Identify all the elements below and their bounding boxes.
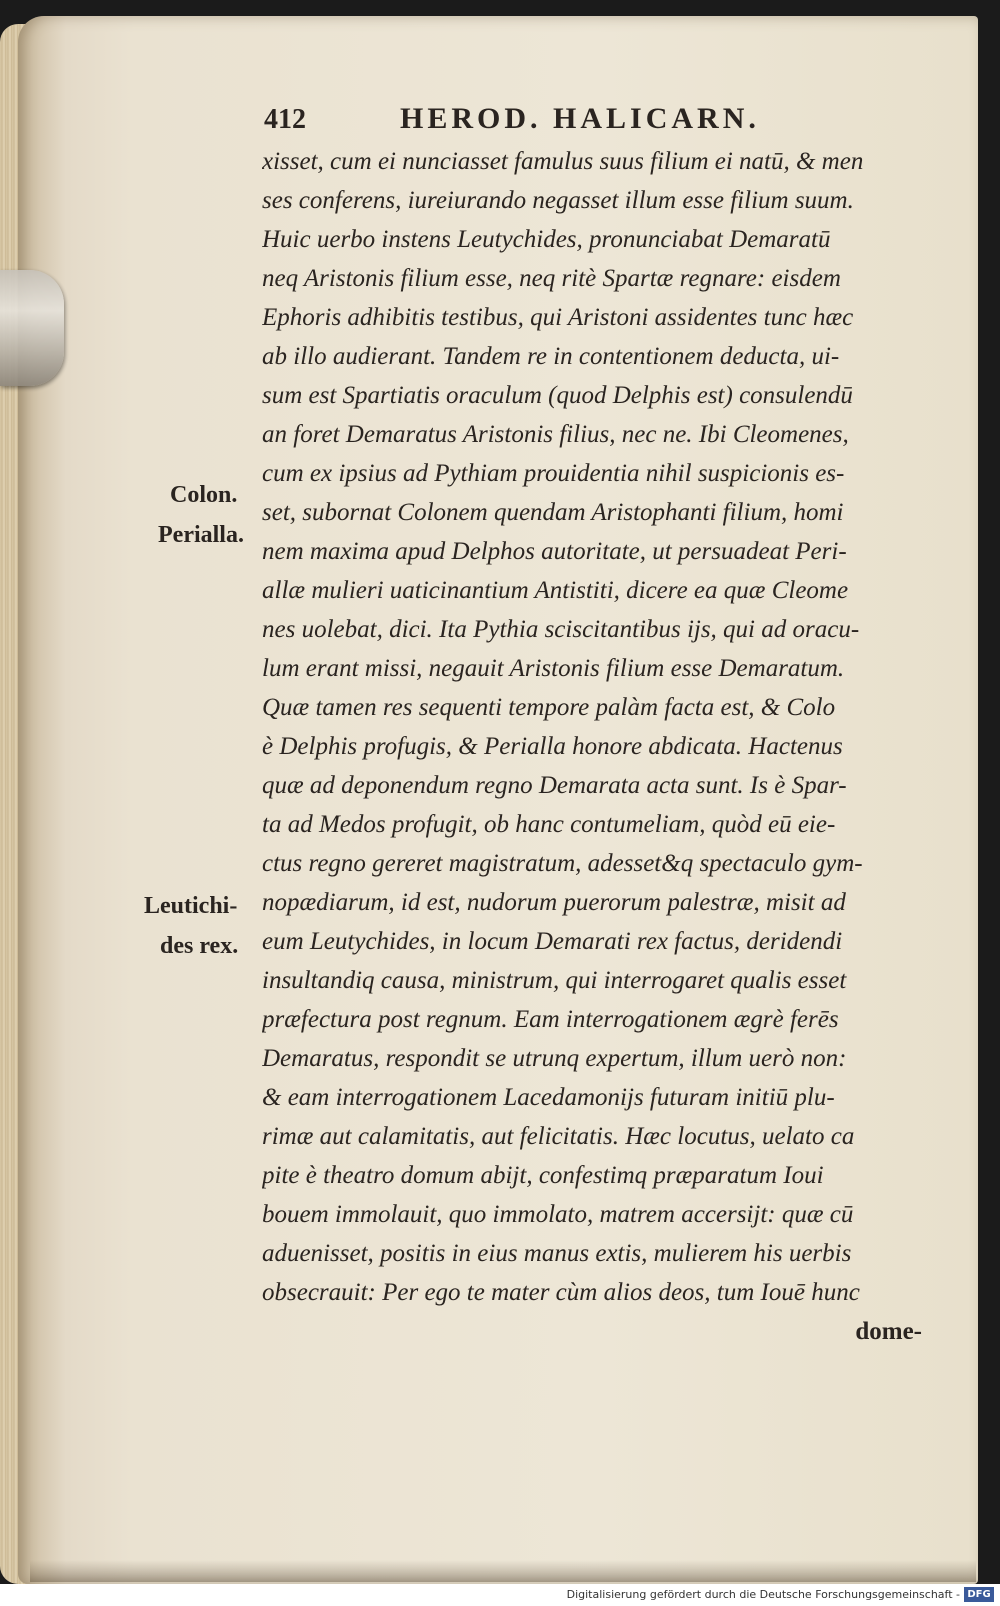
- page-number: 412: [264, 104, 306, 135]
- text-line: ab illo audierant. Tandem re in contentionem deducta, ui-: [262, 343, 840, 370]
- catchword: dome-: [855, 1318, 922, 1345]
- text-line: eum Leutychides, in locum Demarati rex factus, deridendi: [262, 928, 843, 955]
- funding-credit: Digitalisierung gefördert durch die Deutsche Forschungsgemeinschaft -: [566, 1588, 960, 1601]
- text-line: pite è theatro domum abijt, confestimq præparatum Ioui: [262, 1162, 824, 1189]
- text-line: ses conferens, iureiurando negasset illum esse filium suum.: [262, 187, 854, 214]
- body-text: [262, 142, 922, 1351]
- footer-bar: [0, 1584, 1000, 1606]
- text-line: bouem immolauit, quo immolato, matrem accersijt: quæ cū: [262, 1201, 854, 1228]
- text-line: insultandiq causa, ministrum, qui interrogaret qualis esset: [262, 967, 847, 994]
- text-line: obsecrauit: Per ego te mater cùm alios deos, tum Iouē hunc: [262, 1279, 860, 1306]
- running-head: HEROD. HALICARN.: [400, 102, 760, 135]
- text-line: xisset, cum ei nunciasset famulus suus filium ei natū, & men: [262, 148, 864, 175]
- text-line: nopædiarum, id est, nudorum puerorum palestræ, misit ad: [262, 889, 846, 916]
- text-line: ctus regno gereret magistratum, adesset&q spectaculo gym-: [262, 850, 863, 877]
- text-line: lum erant missi, negauit Aristonis filium esse Demaratum.: [262, 655, 845, 682]
- dfg-logo: DFG: [964, 1587, 994, 1602]
- text-line: Demaratus, respondit se utrunq expertum, illum uerò non:: [262, 1045, 847, 1072]
- text-line: allæ mulieri uaticinantium Antistiti, dicere ea quæ Cleome: [262, 577, 849, 604]
- text-line: præfectura post regnum. Eam interrogationem ægrè ferēs: [262, 1006, 839, 1033]
- margin-note-leutichides: Leutichi-: [144, 893, 238, 919]
- text-line: cum ex ipsius ad Pythiam prouidentia nihil suspicionis es-: [262, 460, 845, 487]
- text-line: aduenisset, positis in eius manus extis, mulierem his uerbis: [262, 1240, 852, 1267]
- text-line: Quæ tamen res sequenti tempore palàm facta est, & Colo: [262, 694, 836, 721]
- text-line: ta ad Medos profugit, ob hanc contumeliam, quòd eū eie-: [262, 811, 836, 838]
- page-header: [0, 100, 1000, 140]
- margin-note-perialla: Perialla.: [158, 522, 244, 548]
- text-line: neq Aristonis filium esse, neq ritè Spartæ regnare: eisdem: [262, 265, 841, 292]
- text-line: rimæ aut calamitatis, aut felicitatis. Hæc locutus, uelato ca: [262, 1123, 855, 1150]
- text-line: an foret Demaratus Aristonis filius, nec ne. Ibi Cleomenes,: [262, 421, 849, 448]
- text-line: Ephoris adhibitis testibus, qui Aristoni assidentes tunc hæc: [262, 304, 854, 331]
- text-line: & eam interrogationem Lacedamonijs futuram initiū plu-: [262, 1084, 835, 1111]
- text-line: set, subornat Colonem quendam Aristophanti filium, homi: [262, 499, 844, 526]
- text-line: quæ ad deponendum regno Demarata acta sunt. Is è Spar-: [262, 772, 847, 799]
- text-line: sum est Spartiatis oraculum (quod Delphis est) consulendū: [262, 382, 853, 409]
- text-line: è Delphis profugis, & Perialla honore abdicata. Hactenus: [262, 733, 843, 760]
- text-line: nes uolebat, dici. Ita Pythia sciscitantibus ijs, qui ad oracu-: [262, 616, 860, 643]
- page-clip: [0, 270, 64, 386]
- margin-note-colon: Colon.: [170, 482, 238, 508]
- text-line: Huic uerbo instens Leutychides, pronunciabat Demaratū: [262, 226, 831, 253]
- page-shadow: [30, 1560, 976, 1582]
- text-line: nem maxima apud Delphos autoritate, ut persuadeat Peri-: [262, 538, 847, 565]
- margin-note-rex: des rex.: [160, 933, 239, 959]
